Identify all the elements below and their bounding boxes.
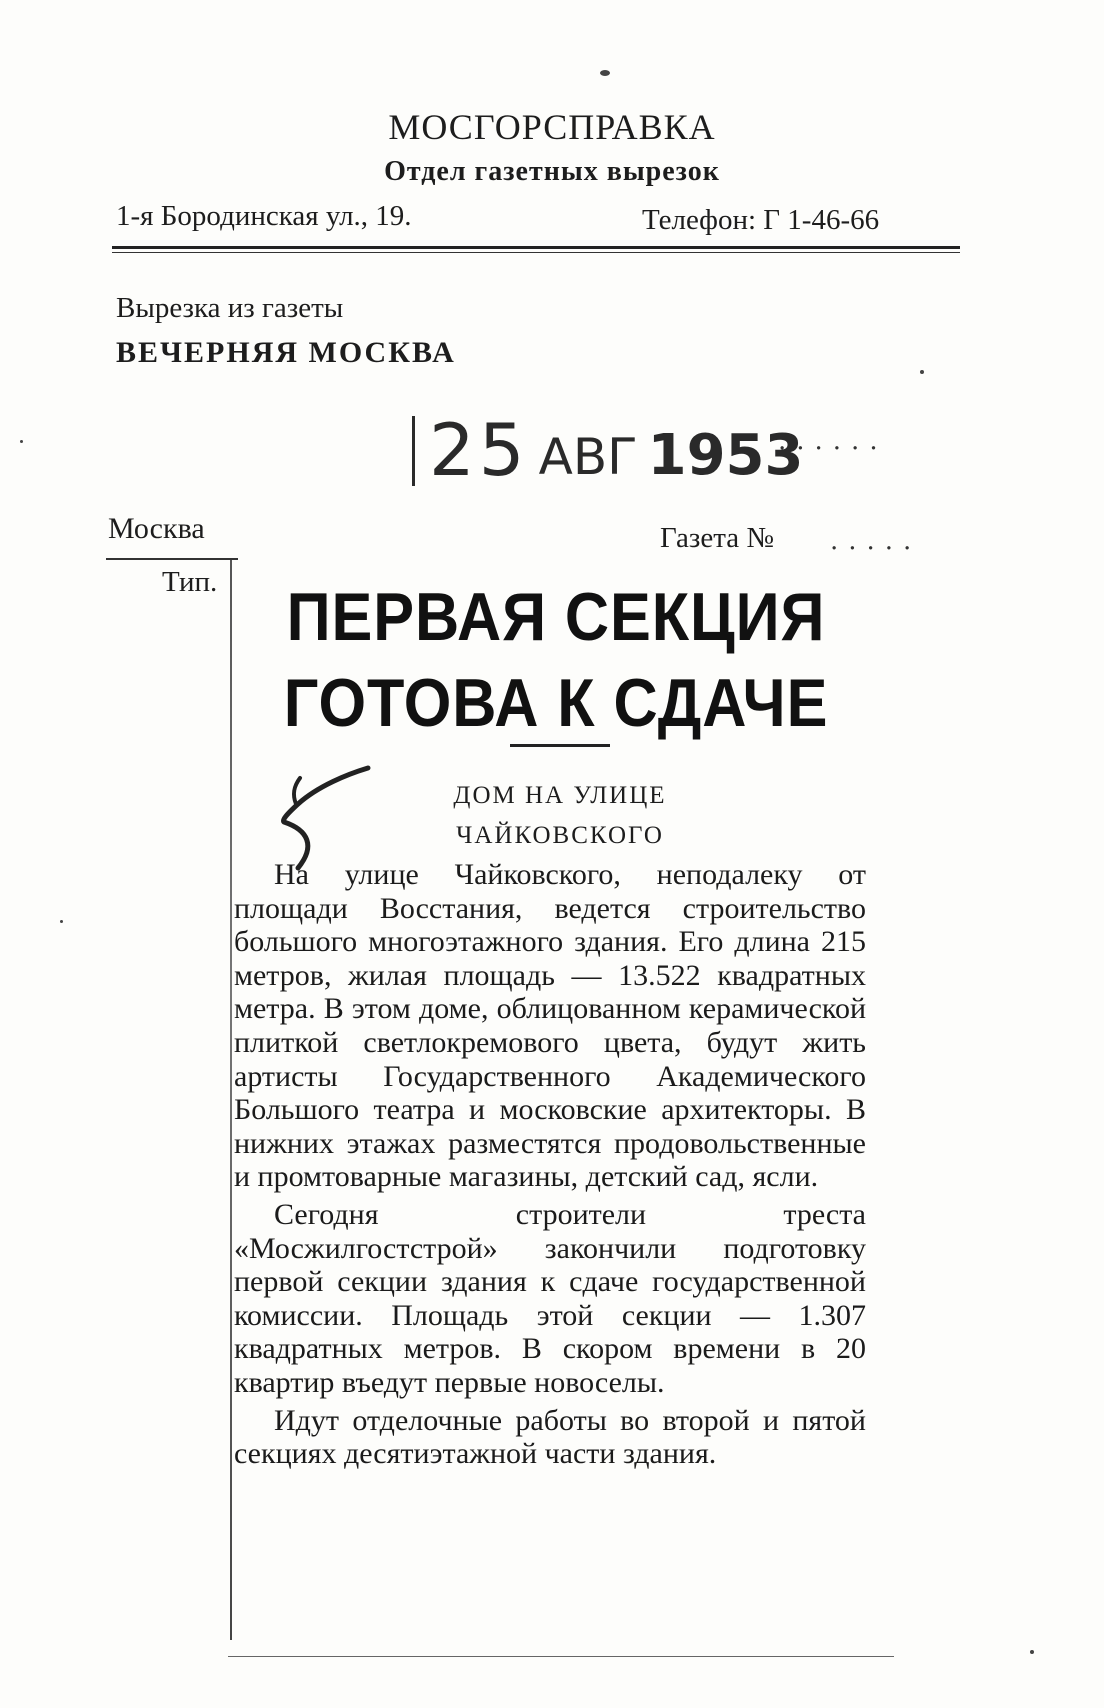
date-dots: ...... — [778, 426, 888, 456]
stamp-year: 1953 — [647, 423, 804, 488]
headline-line-1: ПЕРВАЯ СЕКЦИЯ — [286, 579, 826, 655]
article-subhead — [400, 776, 720, 856]
scan-speck — [920, 370, 924, 374]
source-label: Вырезка из газеты — [116, 292, 344, 324]
department-name: Отдел газетных вырезок — [384, 156, 720, 187]
header-divider — [112, 246, 960, 249]
stamp-day: 25 — [429, 408, 529, 492]
typ-label: Тип. — [162, 566, 218, 598]
date-stamp — [412, 396, 804, 492]
header-divider-thin — [112, 252, 960, 253]
column-rule — [230, 560, 232, 1640]
stamp-bar — [412, 416, 415, 486]
stamp-month: АВГ — [538, 428, 638, 486]
article-headline — [268, 574, 844, 746]
paragraph: Сегодня строители треста «Мосжилгостстрой» закончили подготовку первой секции здания к сдаче государственной комиссии. Площадь этой секции — 1.307 квадратных метров. В скором времени в 20 квартир въедут первые новоселы. — [234, 1197, 866, 1399]
scan-speck — [60, 920, 63, 923]
headline-line-2: ГОТОВА К СДАЧЕ — [283, 665, 829, 741]
address: 1-я Бородинская ул., 19. — [116, 200, 412, 232]
newspaper-name: ВЕЧЕРНЯЯ МОСКВА — [116, 336, 456, 369]
gazeta-dots: ..... — [830, 526, 922, 556]
city-underline — [106, 558, 238, 560]
city-label: Москва — [108, 512, 205, 545]
agency-name: МОСГОРСПРАВКА — [388, 107, 716, 147]
paragraph: Идут отделочные работы во второй и пятой секциях десятиэтажной части здания. — [234, 1403, 866, 1471]
subhead-line-2: ЧАЙКОВСКОГО — [456, 822, 664, 849]
scan-speck — [1030, 1650, 1034, 1654]
phone: Телефон: Г 1-46-66 — [642, 204, 880, 236]
paragraph: На улице Чайковского, неподалеку от площади Восстания, ведется строительство большого многоэтажного здания. Его длина 215 метров, жилая площадь — 13.522 квадратных метра. В этом доме, облицованном керамической плиткой светлокремового цвета, будут жить артисты Государственного Академического Большого театра и московские архитекторы. В нижних этажах разместятся продовольственные и промтоварные магазины, детский сад, ясли. — [234, 858, 866, 1194]
bottom-divider — [228, 1656, 894, 1657]
subhead-line-1: ДОМ НА УЛИЦЕ — [453, 782, 667, 809]
gazeta-label: Газета № — [660, 522, 775, 554]
article-body — [234, 858, 866, 1471]
headline-divider — [510, 744, 610, 747]
scan-speck — [600, 70, 610, 76]
scan-speck — [20, 440, 23, 443]
